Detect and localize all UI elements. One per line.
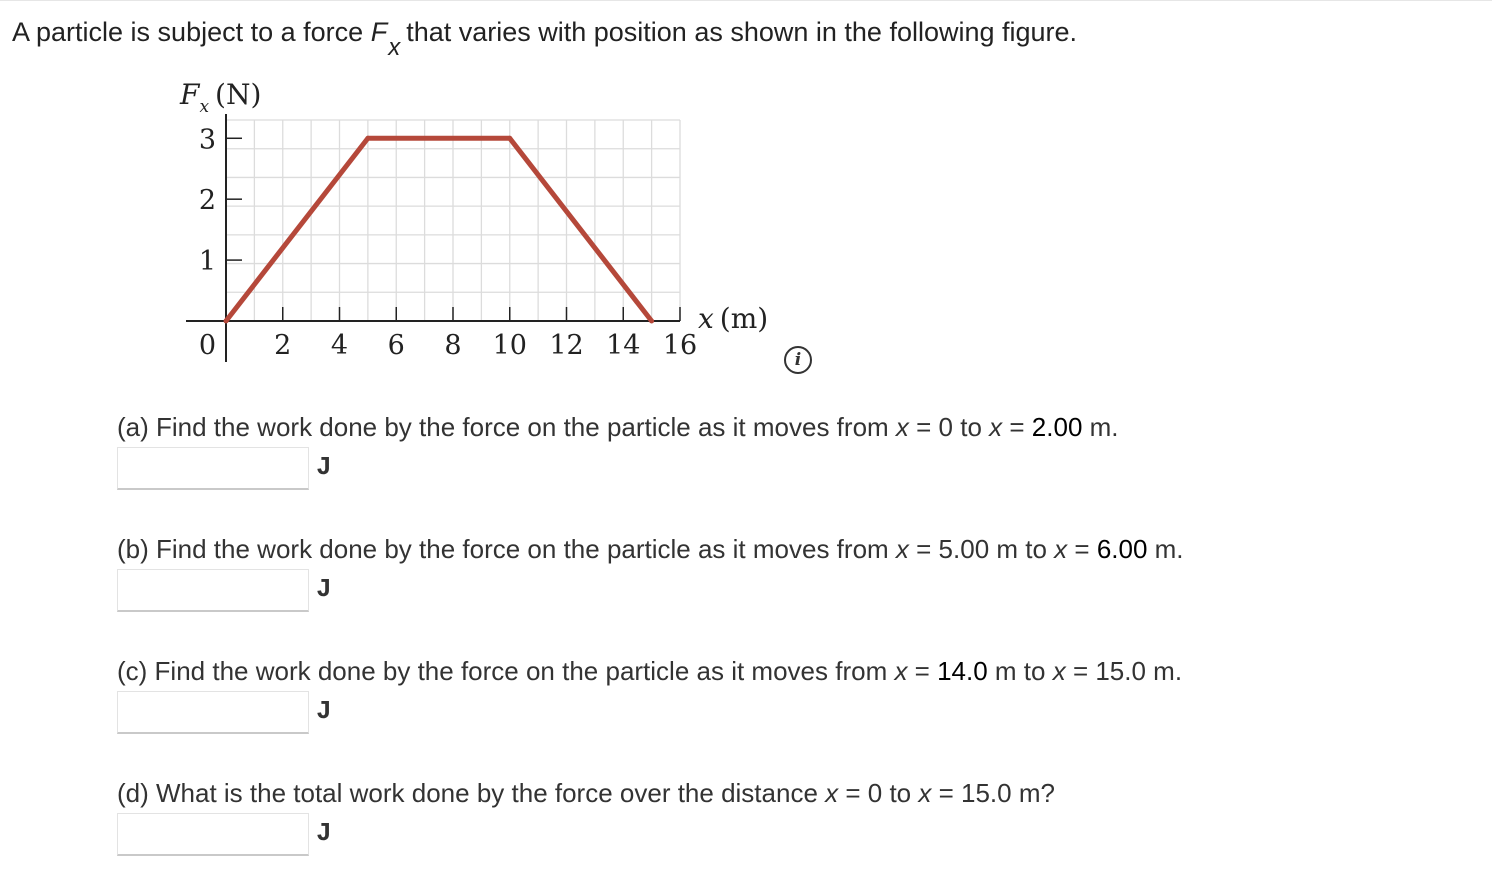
top-divider	[0, 0, 1492, 1]
answer-c-unit: J	[316, 696, 332, 726]
question-b	[117, 532, 1184, 566]
question-b-var-2: x	[1054, 534, 1068, 564]
answer-c-input[interactable]	[117, 691, 309, 734]
x-tick-label: 16	[662, 330, 698, 361]
question-a-text: (a) Find the work done by the force on the particle as it moves from	[117, 412, 896, 442]
answer-a-input[interactable]	[117, 447, 309, 490]
question-b-var-1: x	[895, 534, 909, 564]
force-data-point	[649, 319, 654, 324]
question-c-eq-1b: m to	[987, 656, 1053, 686]
x-tick-label: 12	[549, 330, 584, 361]
question-a-var-2: x	[989, 412, 1003, 442]
question-a-var-1: x	[895, 412, 909, 442]
question-c-value: 14.0	[937, 656, 988, 686]
x-tick-label: 2	[274, 330, 292, 361]
question-c-eq-1: =	[907, 656, 938, 686]
answer-a-unit: J	[316, 452, 332, 482]
question-d-eq-1: = 0 to	[838, 778, 919, 808]
force-subscript: x	[388, 34, 401, 61]
answer-b-input[interactable]	[117, 569, 309, 612]
question-b-end: m.	[1147, 534, 1184, 564]
question-c-var-1: x	[894, 656, 908, 686]
y-tick-label: 3	[198, 124, 216, 156]
question-d-text: (d) What is the total work done by the force over the distance	[117, 778, 826, 808]
question-d-eq-2: = 15.0 m?	[931, 778, 1055, 808]
question-a-eq-2: =	[1002, 412, 1032, 442]
problem-statement	[12, 14, 1078, 61]
answer-d-input[interactable]	[117, 813, 309, 856]
force-position-chart	[0, 70, 800, 380]
y-tick-label: 2	[198, 185, 216, 217]
answer-b-unit: J	[316, 574, 332, 604]
y-axis-label: $F_x$ (N)	[180, 78, 262, 117]
answer-d-unit: J	[316, 818, 332, 848]
origin-label: 0	[198, 330, 216, 361]
force-variable: F	[370, 17, 388, 47]
x-tick-label: 4	[330, 330, 349, 361]
question-c	[117, 654, 1182, 688]
question-a-eq-1: = 0 to	[908, 412, 990, 442]
question-a-end: m.	[1082, 412, 1119, 442]
question-b-text: (b) Find the work done by the force on the particle as it moves from	[117, 534, 896, 564]
info-icon[interactable]: i	[784, 346, 812, 374]
x-axis-label: x (m)	[698, 302, 769, 335]
x-tick-label: 10	[492, 330, 527, 361]
intro-text-after: that varies with position as shown in the following figure.	[406, 17, 1078, 47]
question-b-eq-1: = 5.00 m to	[908, 534, 1055, 564]
question-a	[117, 410, 1119, 444]
force-data-point	[224, 319, 229, 324]
question-b-eq-2: =	[1067, 534, 1097, 564]
question-b-value: 6.00	[1096, 534, 1148, 564]
question-d	[117, 776, 1055, 810]
force-data-point	[365, 136, 370, 141]
x-tick-label: 8	[444, 330, 462, 361]
intro-text-before: A particle is subject to a force	[12, 17, 371, 47]
question-c-var-2: x	[1052, 656, 1066, 686]
x-tick-label: 6	[387, 330, 405, 361]
question-d-var-1: x	[825, 778, 839, 808]
question-c-text: (c) Find the work done by the force on the particle as it moves from	[117, 656, 895, 686]
y-tick-label: 1	[198, 246, 216, 278]
x-tick-label: 14	[606, 330, 641, 361]
question-a-value: 2.00	[1031, 412, 1083, 442]
question-c-eq-2: = 15.0 m.	[1065, 656, 1183, 686]
force-data-point	[507, 136, 512, 141]
force-position-figure	[0, 70, 800, 380]
question-d-var-2: x	[918, 778, 932, 808]
force-series-line	[226, 138, 652, 321]
